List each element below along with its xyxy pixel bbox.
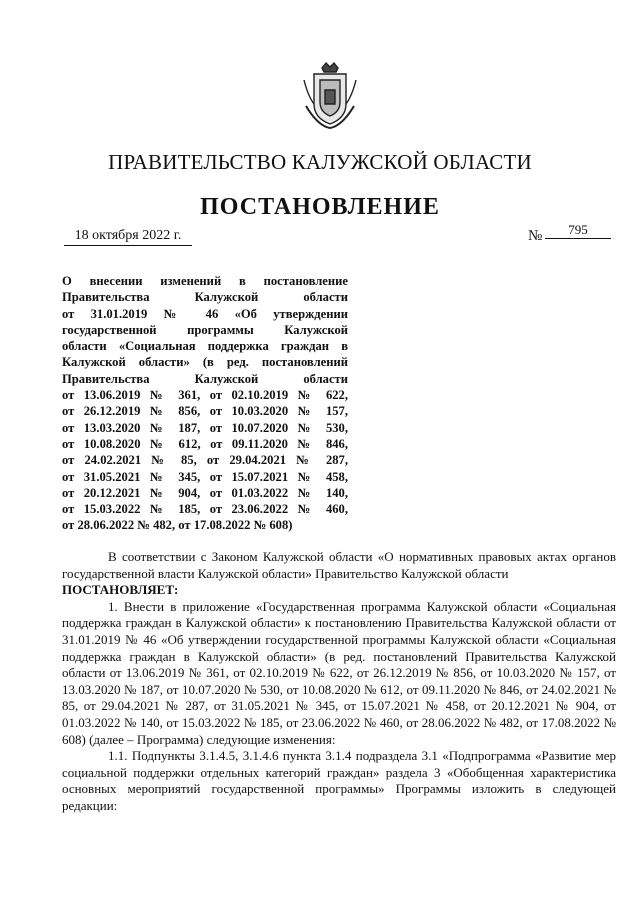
- subject-heading: [62, 273, 348, 534]
- subject-line: Правительства Калужской области: [62, 290, 348, 305]
- subject-line: от 13.03.2020 № 187, от 10.07.2020 № 530,: [62, 420, 348, 435]
- intro-paragraph: В соответствии с Законом Калужской области «О нормативных правовых актах органов государственной власти Калужской области» Правительство Калужской области: [62, 549, 616, 581]
- subject-line: от 10.08.2020 № 612, от 09.11.2020 № 846,: [62, 436, 348, 451]
- subject-line: от 20.12.2021 № 904, от 01.03.2022 № 140,: [62, 485, 348, 500]
- subject-line: от 24.02.2021 № 85, от 29.04.2021 № 287,: [62, 453, 348, 468]
- item-1-paragraph: 1. Внести в приложение «Государственная программа Калужской области «Социальная поддержка граждан в Калужской области» к постановлению Правительства Калужской области от 31.01.2019 № 46 «Об утверждении государственной программы Калужской области «Социальная поддержка граждан в Калужской области» (в ред. постановлений Правительства Калужской области от 13.06.2019 № 361, от 02.10.2019 № 622, от 26.12.2019 № 856, от 10.03.2020 № 157, от 13.03.2020 № 187, от 10.07.2020 № 530, от 10.08.2020 № 612, от 09.11.2020 № 846, от 24.02.2021 № 85, от 29.04.2021 № 287, от 31.05.2021 № 345, от 15.07.2021 № 458, от 20.12.2021 № 904, от 01.03.2022 № 140, от 15.03.2022 № 185, от 23.06.2022 № 460, от 28.06.2022 № 482, от 17.08.2022 № 608) (далее – Программа) следующие изменения:: [62, 598, 616, 747]
- decree-word: ПОСТАНОВЛЯЕТ:: [62, 582, 179, 598]
- body-text: [62, 549, 616, 815]
- subject-line: от 26.12.2019 № 856, от 10.03.2020 № 157,: [62, 404, 348, 419]
- government-title: ПРАВИТЕЛЬСТВО КАЛУЖСКОЙ ОБЛАСТИ: [108, 150, 532, 174]
- document-date: 18 октября 2022 г.: [64, 228, 192, 246]
- subject-line: Калужской области» (в ред. постановлений: [62, 355, 348, 370]
- subject-line: от 31.01.2019 № 46 «Об утверждении: [62, 306, 348, 321]
- document-number: 795: [545, 222, 611, 239]
- subject-line: О внесении изменений в постановление: [62, 274, 348, 288]
- item-1-1-paragraph: 1.1. Подпункты 3.1.4.5, 3.1.4.6 пункта 3.1.4 подраздела 3.1 «Подпрограмма «Развитие мер социальной поддержки отдельных категорий граждан» раздела 3 «Обобщенная характеристика основных мероприятий государственной программы» Программы изложить в следующей редакции:: [62, 748, 616, 813]
- subject-line: от 15.03.2022 № 185, от 23.06.2022 № 460,: [62, 502, 348, 517]
- subject-line: от 31.05.2021 № 345, от 15.07.2021 № 458,: [62, 469, 348, 484]
- number-label: №: [528, 228, 543, 244]
- subject-line: от 28.06.2022 № 482, от 17.08.2022 № 608): [62, 518, 293, 533]
- subject-line: Правительства Калужской области: [62, 371, 348, 386]
- coat-of-arms-emblem: [300, 60, 360, 130]
- subject-line: от 13.06.2019 № 361, от 02.10.2019 № 622,: [62, 388, 348, 403]
- document-type-title: ПОСТАНОВЛЕНИЕ: [200, 194, 440, 220]
- subject-line: области «Социальная поддержка граждан в: [62, 339, 348, 354]
- subject-line: государственной программы Калужской: [62, 322, 348, 337]
